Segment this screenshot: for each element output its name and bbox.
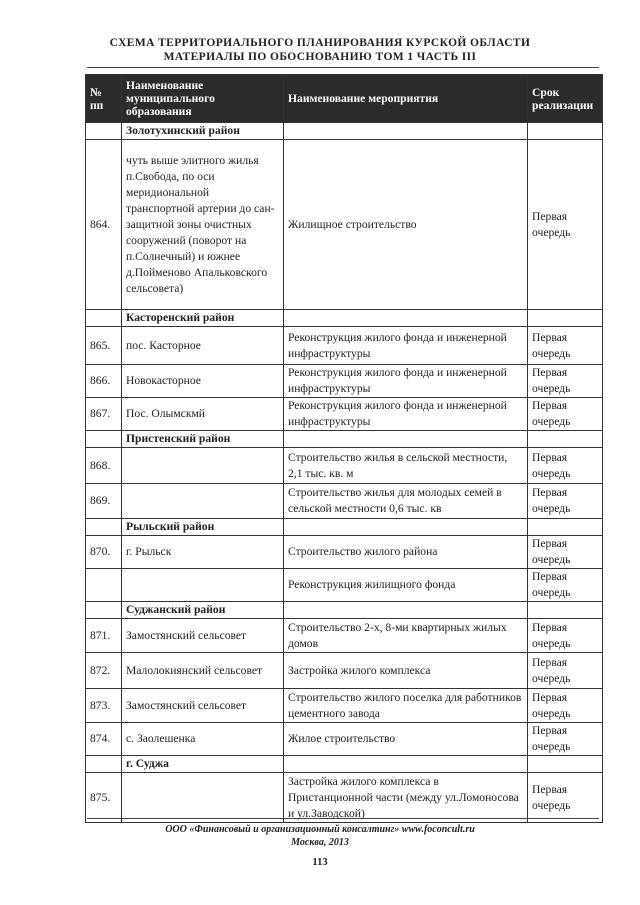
table-row (86, 140, 603, 310)
row-number: 874. (86, 723, 122, 756)
header-title: СХЕМА ТЕРРИТОРИАЛЬНОГО ПЛАНИРОВАНИЯ КУРСКОЙ ОБЛАСТИ (109, 37, 531, 49)
page-number: 113 (312, 857, 328, 868)
district-name: Рыльский район (122, 519, 284, 536)
header-num (86, 75, 122, 123)
row-municipality (122, 569, 284, 602)
district-row (86, 602, 603, 619)
table-row (86, 448, 603, 484)
row-term: Первая очередь (528, 569, 603, 602)
district-name: Золотухинский район (122, 123, 284, 140)
district-row (86, 756, 603, 773)
row-municipality: Пос. Олымскмй (122, 398, 284, 431)
row-activity: Застройка жилого комплекса (284, 653, 528, 689)
row-municipality (122, 773, 284, 823)
district-row (86, 431, 603, 448)
row-municipality (122, 484, 284, 519)
row-activity: Реконструкция жилищного фонда (284, 569, 528, 602)
table-row (86, 327, 603, 365)
row-number: 864. (86, 140, 122, 310)
row-activity: Реконструкция жилого фонда и инженерной инфраструктуры (284, 327, 528, 365)
row-number: 869. (86, 484, 122, 519)
row-municipality: с. Заолешенка (122, 723, 284, 756)
row-municipality: Малолокиянский сельсовет (122, 653, 284, 689)
document-header (0, 36, 640, 64)
row-term: Первая очередь (528, 689, 603, 723)
header-num-symbol: № (90, 85, 102, 99)
measures-table (85, 74, 603, 823)
row-number: 868. (86, 448, 122, 484)
footer-company: ООО «Финансовый и организационный консалтинг» www.foconcult.ru (165, 824, 475, 835)
row-term: Первая очередь (528, 327, 603, 365)
table-row (86, 569, 603, 602)
table-row (86, 365, 603, 398)
row-term: Первая очередь (528, 365, 603, 398)
district-row (86, 310, 603, 327)
row-activity: Строительство жилья для молодых семей в сельской местности 0,6 тыс. кв (284, 484, 528, 519)
footer-city-year: Москва, 2013 (291, 837, 349, 848)
row-number: 870. (86, 536, 122, 569)
row-number: 873. (86, 689, 122, 723)
row-term: Первая очередь (528, 398, 603, 431)
district-name: г. Суджа (122, 756, 284, 773)
row-term: Первая очередь (528, 536, 603, 569)
header-term: Срок реализации (528, 75, 603, 123)
row-activity: Строительство 2-х, 8-ми квартирных жилых домов (284, 619, 528, 653)
row-activity: Застройка жилого комплекса в Пристанционной части (между ул.Ломоносова и ул.Заводской) (284, 773, 528, 823)
table-row (86, 653, 603, 689)
row-term: Первая очередь (528, 484, 603, 519)
row-number: 866. (86, 365, 122, 398)
row-activity: Жилищное строительство (284, 140, 528, 310)
row-term: Первая очередь (528, 773, 603, 823)
district-name: Касторенский район (122, 310, 284, 327)
row-number: 872. (86, 653, 122, 689)
row-activity: Строительство жилого поселка для работников цементного завода (284, 689, 528, 723)
row-number: 867. (86, 398, 122, 431)
row-term: Первая очередь (528, 619, 603, 653)
district-row (86, 123, 603, 140)
header-activity: Наименование мероприятия (284, 75, 528, 123)
row-number: 871. (86, 619, 122, 653)
table-row (86, 619, 603, 653)
header-num-pp: пп (90, 98, 104, 112)
row-activity: Строительство жилья в сельской местности, 2,1 тыс. кв. м (284, 448, 528, 484)
district-name: Суджанский район (122, 602, 284, 619)
table-row (86, 536, 603, 569)
footer-rule (87, 818, 599, 819)
row-activity: Строительство жилого района (284, 536, 528, 569)
district-row (86, 519, 603, 536)
row-number: 865. (86, 327, 122, 365)
row-activity: Реконструкция жилого фонда и инженерной инфраструктуры (284, 365, 528, 398)
row-municipality: пос. Касторное (122, 327, 284, 365)
row-term: Первая очередь (528, 140, 603, 310)
district-name: Пристенский район (122, 431, 284, 448)
row-number: 875. (86, 773, 122, 823)
row-number (86, 569, 122, 602)
row-municipality: Замостянский сельсовет (122, 689, 284, 723)
row-municipality: г. Рыльск (122, 536, 284, 569)
row-municipality (122, 448, 284, 484)
row-activity: Жилое строительство (284, 723, 528, 756)
row-term: Первая очередь (528, 653, 603, 689)
row-municipality: Замостянский сельсовет (122, 619, 284, 653)
row-term: Первая очередь (528, 723, 603, 756)
header-rule (87, 67, 599, 68)
row-term: Первая очередь (528, 448, 603, 484)
table-row (86, 398, 603, 431)
row-municipality: Новокасторное (122, 365, 284, 398)
header-municipality: Наименование муниципального образования (122, 75, 284, 123)
table-row (86, 773, 603, 823)
row-activity: Реконструкция жилого фонда и инженерной инфраструктуры (284, 398, 528, 431)
table-row (86, 723, 603, 756)
row-municipality: чуть выше элитного жилья п.Свобода, по оси меридиональной транспортной артерии до сан-защитной зоны очистных сооружений (поворот на п.Солнечный) и южнее д.Пойменово Апальковского сельсовета) (122, 140, 284, 310)
table-row (86, 484, 603, 519)
document-footer (0, 823, 640, 849)
header-subtitle: МАТЕРИАЛЫ ПО ОБОСНОВАНИЮ ТОМ 1 ЧАСТЬ III (163, 51, 477, 63)
table-row (86, 689, 603, 723)
